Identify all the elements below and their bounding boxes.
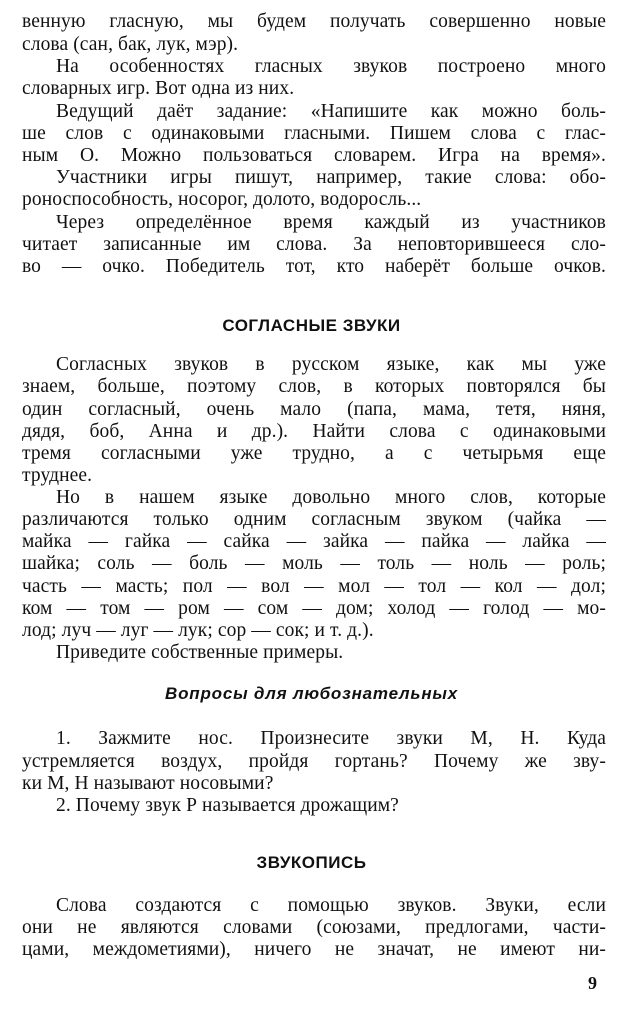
text-line: они не являются словами (союзами, предлогами, части- (22, 917, 606, 938)
text-line: лод; луч — луг — лук; сор — сок; и т. д.). (22, 620, 374, 641)
text-line: дядя, боб, Анна и др.). Найти слова с одинаковыми (22, 421, 606, 442)
text-line: ным О. Можно пользоваться словарем. Игра на время». (22, 145, 606, 166)
text-line: Участники игры пишут, например, такие слова: обо- (56, 167, 606, 188)
text-line: во — очко. Победитель тот, кто наберёт больше очков. (22, 256, 606, 277)
text-line: майка — гайка — сайка — зайка — пайка — лайка — (22, 531, 606, 552)
text-line: ком — том — ром — сом — дом; холод — голод — мо- (22, 598, 606, 619)
section-heading-consonants: СОГЛАСНЫЕ ЗВУКИ (222, 316, 401, 335)
text-line: Приведите собственные примеры. (56, 642, 344, 663)
question-line: устремляется воздух, пройдя гортань? Почему же зву- (22, 751, 606, 772)
text-line: Но в нашем языке довольно много слов, которые (56, 487, 606, 508)
text-line: словарных игр. Вот одна из них. (22, 78, 295, 99)
question-line: 1. Зажмите нос. Произнесите звуки М, Н. Куда (56, 728, 606, 749)
text-line: Ведущий даёт задание: «Напишите как можно боль- (56, 101, 606, 122)
section-heading-questions: Вопросы для любознательных (165, 684, 458, 703)
text-line: Слова создаются с помощью звуков. Звуки, если (56, 895, 606, 916)
text-line: тремя согласными уже трудно, а с четырьмя еще (22, 443, 606, 464)
text-line: часть — масть; пол — вол — мол — тол — кол — дол; (22, 576, 606, 597)
text-line: На особенностях гласных звуков построено много (56, 56, 606, 77)
text-line: шайка; соль — боль — моль — толь — ноль — роль; (22, 553, 606, 574)
text-line: знаем, больше, поэтому слов, в которых повторялся бы (22, 376, 606, 397)
text-line: один согласный, очень мало (папа, мама, тетя, няня, (22, 399, 606, 420)
section-heading-soundwriting: ЗВУКОПИСЬ (256, 853, 367, 872)
text-line: труднее. (22, 465, 93, 486)
text-line: слова (сан, бак, лук, мэр). (22, 34, 239, 55)
question-line: 2. Почему звук Р называется дрожащим? (56, 795, 399, 816)
page-number: 9 (588, 973, 597, 993)
text-line: Согласных звуков в русском языке, как мы уже (56, 354, 606, 375)
text-line: венную гласную, мы будем получать совершенно новые (22, 11, 606, 32)
question-line: ки М, Н называют носовыми? (22, 773, 274, 794)
text-line: читает записанные им слова. За неповторившееся сло- (22, 234, 606, 255)
text-line: роноспособность, носорог, долото, водоросль... (22, 189, 422, 210)
text-line: цами, междометиями), ничего не значат, не имеют ни- (22, 939, 606, 960)
text-line: Через определённое время каждый из участников (56, 212, 606, 233)
text-line: ше слов с одинаковыми гласными. Пишем слова с глас- (22, 123, 606, 144)
text-line: различаются только одним согласным звуком (чайка — (22, 509, 606, 530)
